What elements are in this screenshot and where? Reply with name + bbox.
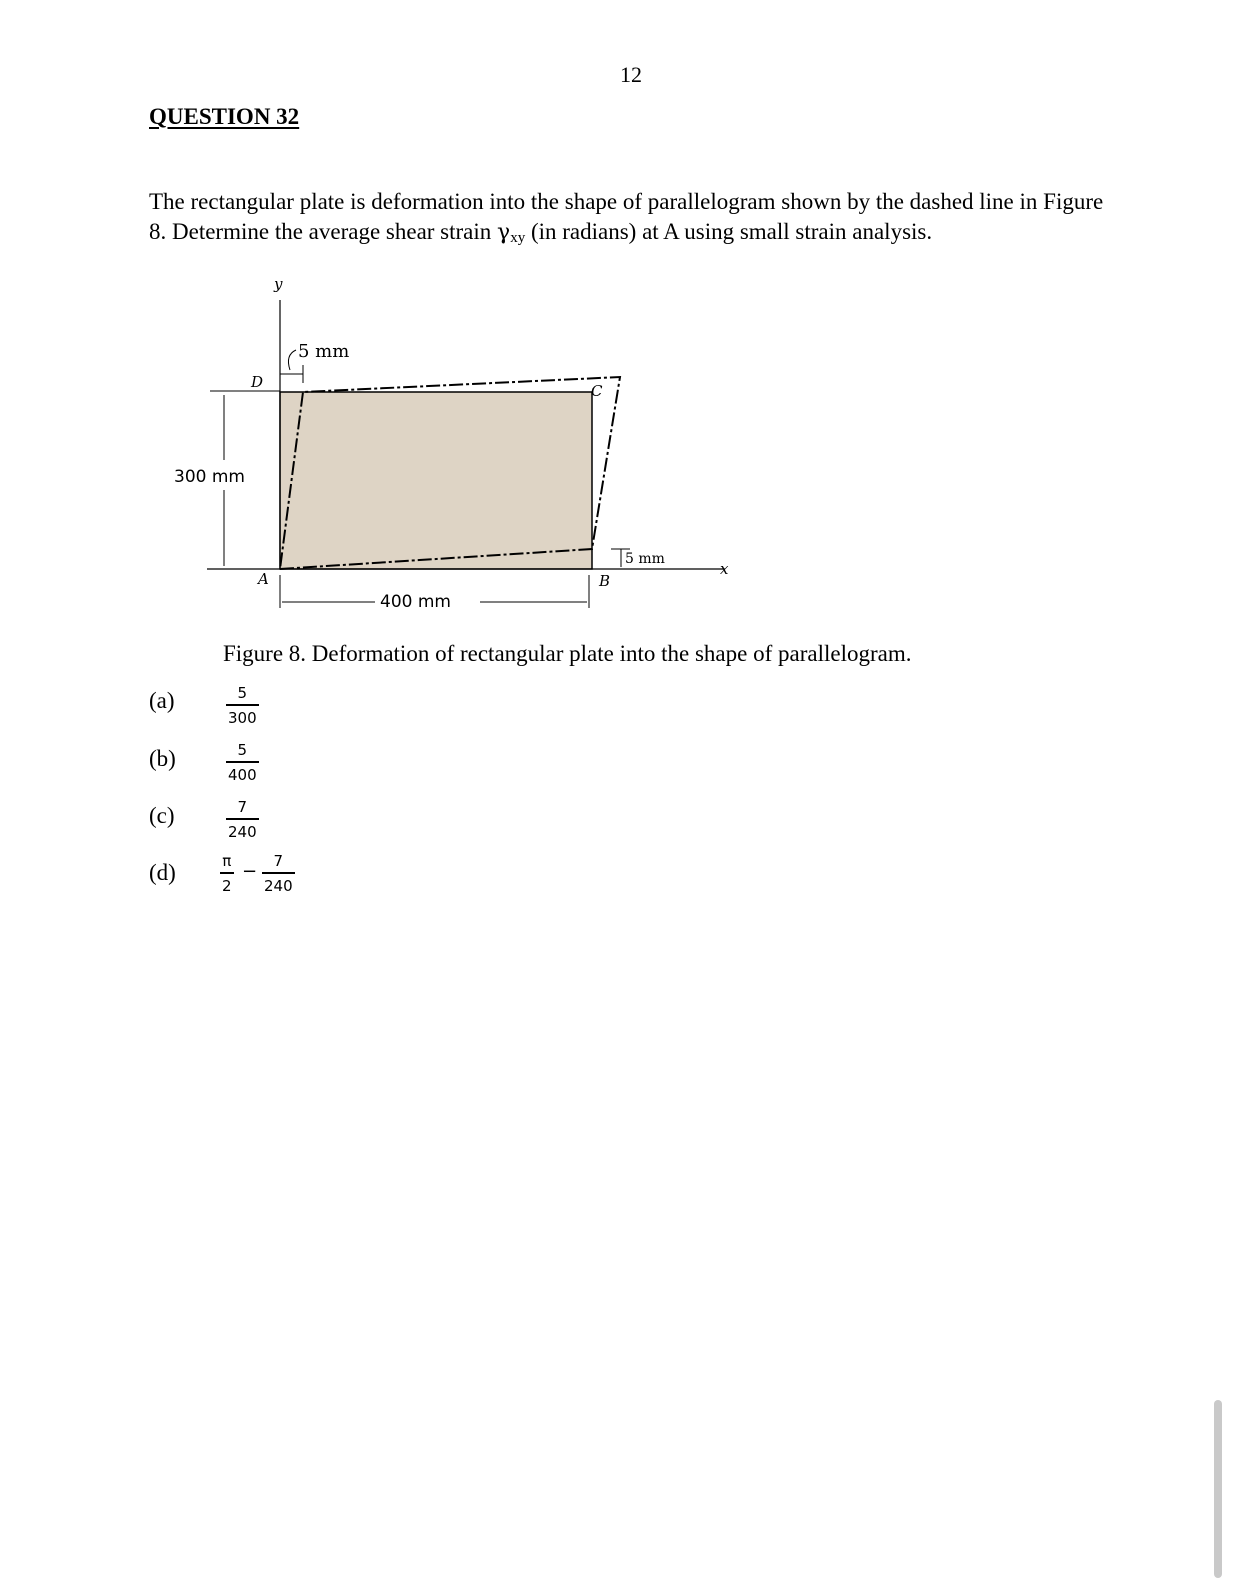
rectangular-plate (280, 392, 592, 569)
option-a-denominator: 300 (228, 708, 257, 727)
option-d-term2-fraction-bar (262, 872, 295, 874)
gamma-symbol: γ (497, 220, 511, 245)
question-title: QUESTION 32 (149, 104, 300, 129)
option-d-term1-denominator: 2 (222, 876, 232, 895)
figure-8-diagram (0, 0, 1242, 640)
option-d-letter: (d) (149, 860, 176, 885)
option-b-fraction (226, 741, 259, 784)
axis-x-label: x (720, 560, 729, 578)
option-c-denominator: 240 (228, 822, 257, 841)
option-b-letter: (b) (149, 746, 176, 771)
option-d-term2-fraction (262, 852, 295, 895)
option-b-denominator: 400 (228, 765, 257, 784)
width-label: 400 mm (380, 592, 451, 612)
question-text-part2: (in radians) at A using small strain analysis. (525, 219, 933, 244)
point-b-label: B (599, 572, 611, 590)
top-offset-leader (288, 350, 296, 370)
option-d-term2-denominator: 240 (264, 876, 293, 895)
question-text-part1: The rectangular plate is deformation into the shape of parallelogram shown by the dashed line in Figure 8. Determine the average shear strain (149, 189, 1104, 244)
option-c-fraction (226, 798, 259, 841)
option-a-fraction-bar (226, 704, 259, 706)
point-a-label: A (258, 570, 269, 588)
option-a-letter: (a) (149, 688, 175, 713)
point-c-label: C (591, 382, 603, 400)
option-a-numerator: 5 (237, 684, 248, 702)
option-c-fraction-bar (226, 818, 259, 820)
option-b-numerator: 5 (237, 741, 248, 759)
option-c-numerator: 7 (237, 798, 248, 816)
gamma-subscript: xy (510, 230, 526, 246)
option-c-letter: (c) (149, 803, 175, 828)
point-d-label: D (251, 373, 264, 391)
option-d-term1-numerator: π (222, 852, 232, 870)
figure-caption: Figure 8. Deformation of rectangular plate into the shape of parallelogram. (223, 641, 912, 666)
option-d-term1-fraction (220, 852, 234, 895)
page-number: 12 (620, 62, 642, 87)
option-a-fraction (226, 684, 259, 727)
option-d-operator: − (242, 861, 258, 882)
option-d-term2-numerator: 7 (273, 852, 284, 870)
option-b-fraction-bar (226, 761, 259, 763)
vertical-scrollbar[interactable] (1214, 1400, 1222, 1578)
bottom-offset-label: 5 mm (625, 551, 665, 567)
height-label: 300 mm (174, 467, 245, 487)
option-d-term1-fraction-bar (220, 872, 234, 874)
top-offset-label: 5 mm (298, 341, 350, 362)
axis-y-label: y (274, 275, 283, 293)
